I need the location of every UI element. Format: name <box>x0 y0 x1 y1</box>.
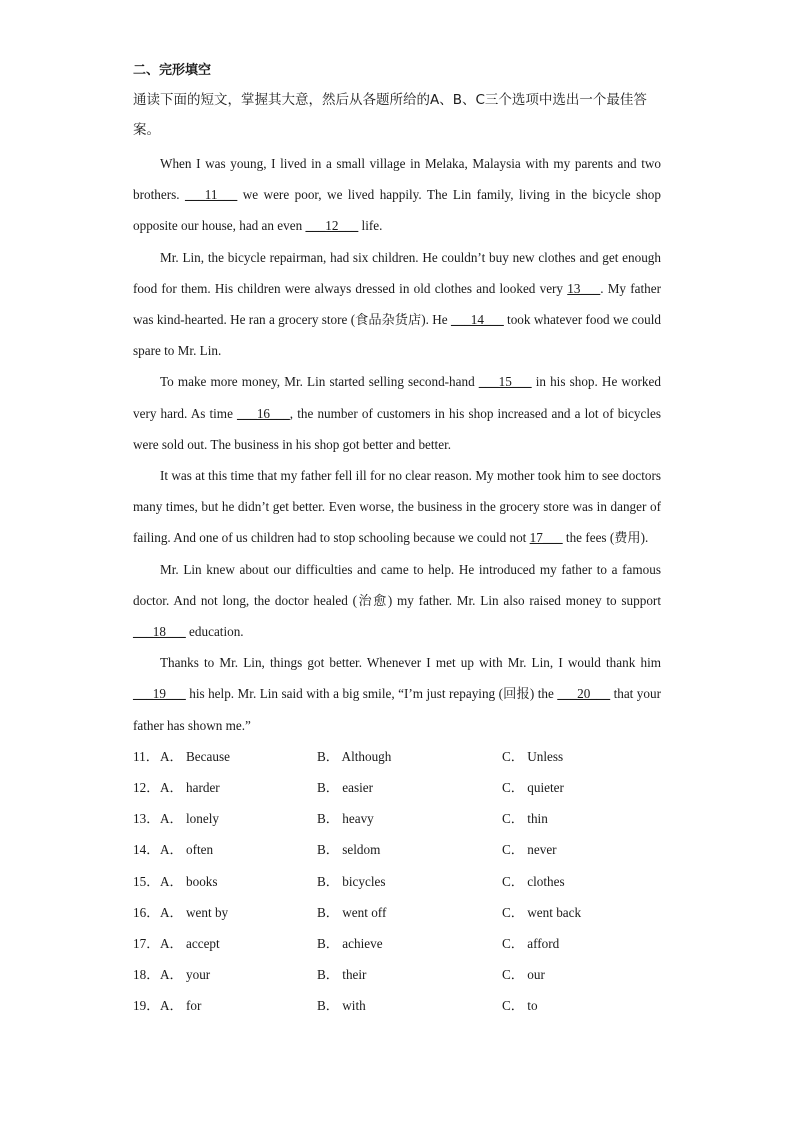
question-options-row <box>133 928 661 959</box>
option-a: A． Because <box>160 748 230 764</box>
option-b: B． with <box>317 998 366 1014</box>
option-b: B． heavy <box>317 811 374 827</box>
option-b: B． went off <box>317 904 387 920</box>
answer-blank: ___16___ <box>237 405 290 421</box>
question-number: 19． <box>133 998 160 1014</box>
option-a: A． went by <box>160 904 229 920</box>
passage-paragraph <box>133 647 661 741</box>
question-number: 15． <box>133 873 160 889</box>
question-options-row <box>133 741 661 772</box>
option-c: C． thin <box>502 811 548 827</box>
option-b: B． easier <box>317 780 374 796</box>
option-c: C． to <box>502 998 538 1014</box>
passage-text: When I was young, I lived in a small village in Melaka, Malaysia with my parents and two brothers. <box>133 156 661 203</box>
passage-paragraph <box>133 242 661 367</box>
question-options-row <box>133 803 661 834</box>
question-number: 14． <box>133 842 160 858</box>
option-c: C． quieter <box>502 780 564 796</box>
answer-blank: ___14___ <box>450 312 504 328</box>
answer-blank: ___12___ <box>305 218 359 234</box>
question-options-row <box>133 990 661 1021</box>
question-options-row <box>133 834 661 865</box>
option-c: C． clothes <box>502 873 565 889</box>
option-a: A． books <box>160 873 218 889</box>
passage-text: we were poor, we lived happily. The Lin family, living in the bicycle shop opposite our house, had an even <box>133 187 661 234</box>
option-a: A． your <box>160 967 211 983</box>
option-a: A． accept <box>160 935 220 951</box>
options-list <box>133 741 661 1022</box>
passage-text: It was at this time that my father fell ill for no clear reason. My mother took him to see doctors many times, but he didn’t get better. Even worse, the business in the grocery store was in danger of failing. And one of us children had to stop schooling because we could not <box>133 468 661 546</box>
passage-text: his help. Mr. Lin said with a big smile, “I’m just repaying (回报) the <box>185 686 558 702</box>
instruction-text: 通读下面的短文，掌握其大意，然后从各题所给的A、B、C三个选项中选出一个最佳答案。 <box>133 92 647 138</box>
option-c: C． Unless <box>502 748 564 764</box>
answer-blank: ___18___ <box>133 624 186 640</box>
passage-text: , the number of customers in his shop increased and a lot of bicycles were sold out. The business in his shop got better and better. <box>133 405 661 452</box>
passage-text: in his shop. He worked very hard. As time <box>133 374 661 421</box>
passage-text: . My father was kind-hearted. He ran a grocery store (食品杂货店). He <box>133 280 661 328</box>
passage-text: life. <box>358 218 383 234</box>
passage-paragraph <box>133 460 661 554</box>
option-c: C． went back <box>502 904 582 920</box>
option-b: B． Although <box>317 748 392 764</box>
option-b: B． their <box>317 967 367 983</box>
exam-page <box>133 60 661 1022</box>
answer-blank: ___15___ <box>478 374 532 390</box>
question-number: 11． <box>133 748 159 764</box>
answer-blank: ___11___ <box>184 187 238 203</box>
option-b: B． bicycles <box>317 873 386 889</box>
passage-text: that your father has shown me.” <box>133 686 661 733</box>
option-c: C． our <box>502 967 545 983</box>
passage-paragraph <box>133 148 661 242</box>
option-a: A． lonely <box>160 811 219 827</box>
question-number: 16． <box>133 904 160 920</box>
passage-text: took whatever food we could spare to Mr. Lin. <box>133 312 661 359</box>
question-options-row <box>133 772 661 803</box>
option-c: C． never <box>502 842 557 858</box>
answer-blank: ___19___ <box>133 686 186 702</box>
passage-text: the fees (费用). <box>562 530 649 546</box>
passage-text: Mr. Lin knew about our difficulties and came to help. He introduced my father to a famous doctor. And not long, the doctor healed (治愈) my father. Mr. Lin also raised money to support <box>133 561 661 608</box>
option-b: B． achieve <box>317 935 383 951</box>
passage-text: education. <box>185 624 244 640</box>
passage-paragraph <box>133 554 661 648</box>
cloze-passage <box>133 148 661 741</box>
option-c: C． afford <box>502 935 560 951</box>
section-title: 二、完形填空 <box>133 63 212 78</box>
option-a: A． for <box>160 998 202 1014</box>
question-number: 13． <box>133 811 160 827</box>
passage-text: Thanks to Mr. Lin, things got better. Whenever I met up with Mr. Lin, I would thank him <box>160 655 661 671</box>
answer-blank: 13___ <box>567 280 601 296</box>
question-number: 17． <box>133 935 160 951</box>
option-a: A． often <box>160 842 214 858</box>
option-a: A． harder <box>160 780 220 796</box>
question-number: 18． <box>133 967 160 983</box>
question-number: 12． <box>133 780 160 796</box>
option-b: B． seldom <box>317 842 381 858</box>
passage-text: Mr. Lin, the bicycle repairman, had six children. He couldn’t buy new clothes and get enough food for them. His children were always dressed in old clothes and looked very <box>133 249 661 296</box>
answer-blank: 17___ <box>529 530 563 546</box>
question-options-row <box>133 866 661 897</box>
question-options-row <box>133 897 661 928</box>
answer-blank: ___20___ <box>557 686 611 702</box>
passage-text: To make more money, Mr. Lin started selling second-hand <box>160 374 479 390</box>
passage-paragraph <box>133 366 661 460</box>
question-options-row <box>133 959 661 990</box>
